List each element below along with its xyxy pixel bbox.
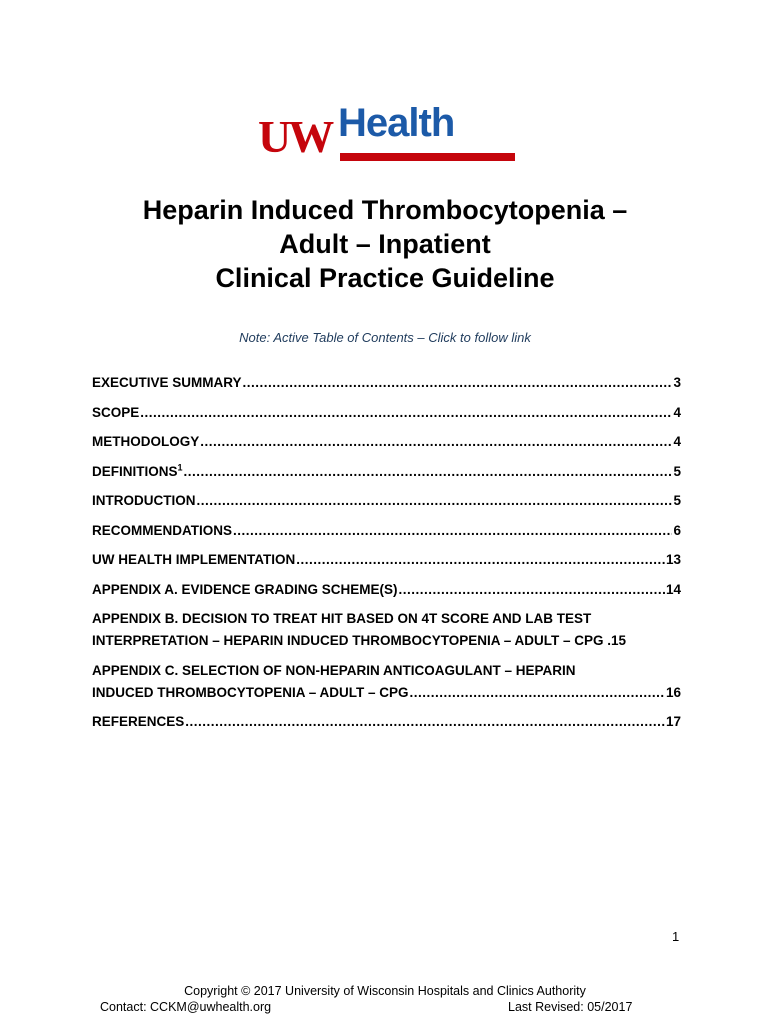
- toc-entry-title: INTERPRETATION – HEPARIN INDUCED THROMBOCYTOPENIA – ADULT – CPG .: [92, 633, 612, 648]
- toc-leader-dots: [243, 372, 673, 394]
- toc-link-executive-summary[interactable]: [92, 372, 681, 394]
- toc-link-references[interactable]: [92, 711, 681, 733]
- toc-page-number: 5: [673, 493, 681, 508]
- toc-leader-dots: [184, 461, 673, 483]
- toc-page-number: 15: [611, 633, 627, 648]
- toc-entry-title: INTRODUCTION: [92, 493, 196, 508]
- logo-health-text: Health: [338, 101, 455, 145]
- toc-link-introduction[interactable]: [92, 490, 681, 512]
- toc-link-uw-health-implementation[interactable]: [92, 549, 681, 571]
- toc-entry-title-line1: APPENDIX C. SELECTION OF NON-HEPARIN ANTICOAGULANT – HEPARIN: [92, 662, 576, 678]
- toc-link-appendix-c[interactable]: [92, 660, 681, 704]
- toc-link-scope[interactable]: [92, 402, 681, 424]
- footer-copyright: Copyright © 2017 University of Wisconsin Hospitals and Clinics Authority: [184, 984, 586, 998]
- toc-entry-title: APPENDIX A. EVIDENCE GRADING SCHEME(S): [92, 581, 398, 597]
- toc-page-number: 16: [665, 684, 681, 700]
- toc-page-number: 6: [673, 522, 681, 538]
- toc-page-number: 5: [673, 463, 681, 479]
- toc-entry-title: EXECUTIVE SUMMARY: [92, 375, 242, 390]
- toc-leader-dots: [296, 549, 665, 571]
- toc-page-number: 3: [673, 375, 681, 390]
- toc-link-appendix-b[interactable]: [92, 608, 681, 652]
- title-line-3: Clinical Practice Guideline: [215, 263, 555, 293]
- toc-entry-title: RECOMMENDATIONS: [92, 522, 232, 538]
- toc-leader-dots: [399, 579, 665, 601]
- toc-link-recommendations[interactable]: [92, 520, 681, 542]
- toc-page-number: 4: [673, 434, 681, 449]
- logo-uw-text: UW: [258, 111, 332, 162]
- toc-leader-dots: [140, 402, 672, 424]
- uw-health-logo: [258, 101, 516, 164]
- footer-last-revised: Last Revised: 05/2017: [508, 1000, 633, 1014]
- toc-page-number: 17: [665, 714, 681, 729]
- logo-underline-bar: [340, 153, 515, 161]
- toc-link-methodology[interactable]: [92, 431, 681, 453]
- toc-page-number: 4: [673, 404, 681, 420]
- title-line-2: Adult – Inpatient: [279, 229, 491, 259]
- toc-entry-title: REFERENCES: [92, 714, 185, 729]
- toc-footnote-ref: 1: [177, 462, 183, 472]
- table-of-contents: [92, 372, 681, 741]
- toc-link-appendix-a[interactable]: [92, 579, 681, 601]
- page-number: 1: [672, 929, 680, 944]
- toc-entry-title: SCOPE: [92, 404, 140, 420]
- toc-leader-dots: [197, 490, 673, 512]
- toc-page-number: 14: [665, 581, 681, 597]
- toc-leader-dots: [233, 520, 672, 542]
- toc-leader-dots: [410, 682, 665, 704]
- toc-page-number: 13: [665, 552, 681, 567]
- toc-entry-title: [92, 461, 183, 483]
- toc-leader-dots: [185, 711, 665, 733]
- toc-entry-title: UW HEALTH IMPLEMENTATION: [92, 552, 296, 567]
- footer-contact: Contact: CCKM@uwhealth.org: [100, 1000, 272, 1014]
- title-line-1: Heparin Induced Thrombocytopenia –: [142, 195, 628, 225]
- toc-entry-title: METHODOLOGY: [92, 434, 200, 449]
- toc-entry-title-text: DEFINITIONS: [92, 463, 178, 479]
- document-title: [0, 193, 770, 295]
- toc-link-definitions[interactable]: [92, 461, 681, 483]
- toc-leader-dots: [200, 431, 672, 453]
- toc-entry-title-line1: APPENDIX B. DECISION TO TREAT HIT BASED ON 4T SCORE AND LAB TEST: [92, 611, 592, 626]
- toc-note: Note: Active Table of Contents – Click to follow link: [239, 330, 531, 345]
- toc-entry-title: INDUCED THROMBOCYTOPENIA – ADULT – CPG: [92, 684, 409, 700]
